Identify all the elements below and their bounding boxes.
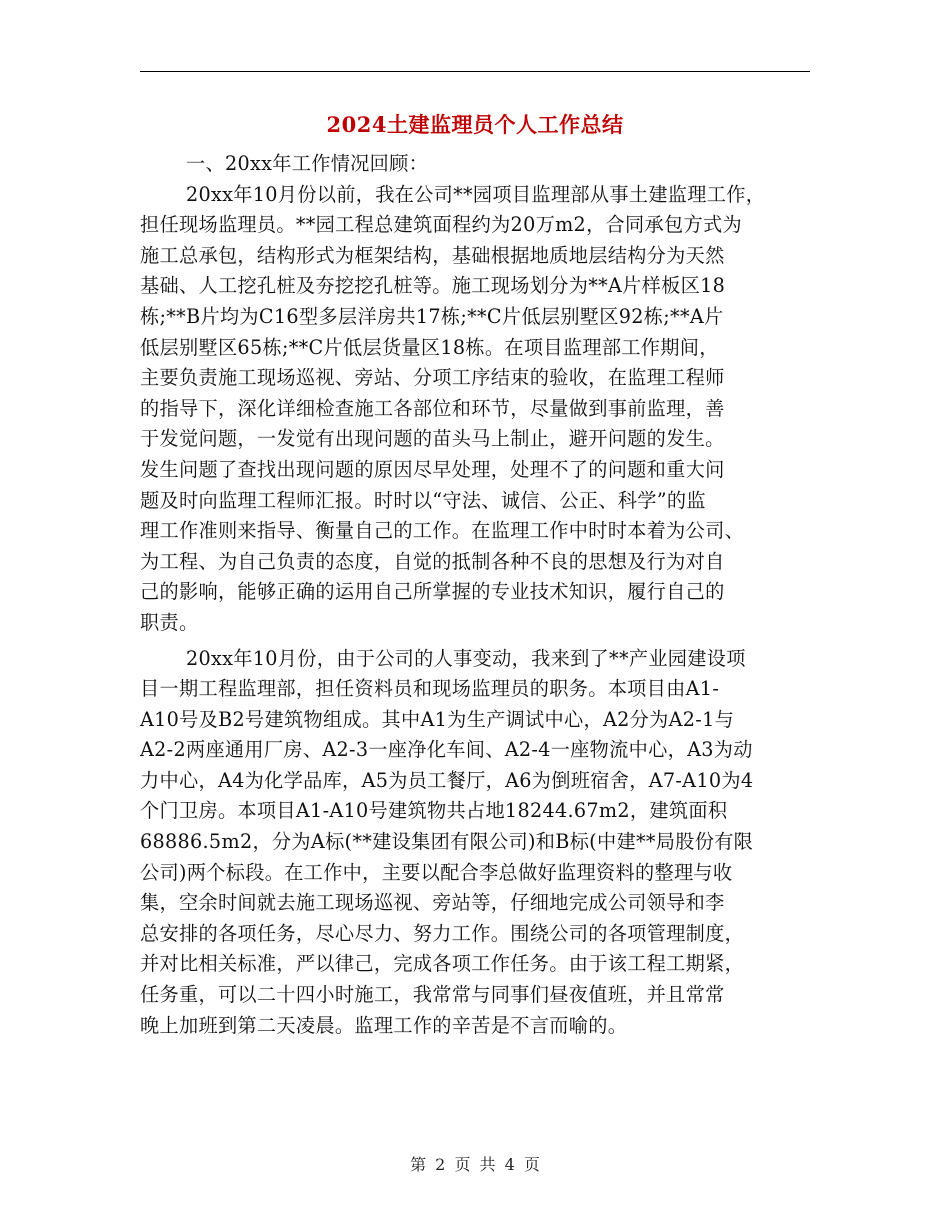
paragraph-line: 个门卫房。本项目A1-A10号建筑物共占地18244.67m2，建筑面积 <box>140 799 728 823</box>
paragraph-line: 68886.5m2，分为A标(**建设集团有限公司)和B标(中建**局股份有限 <box>140 830 754 854</box>
page-number: 第 2 页 共 4 页 <box>410 1155 540 1174</box>
paragraph-line: 的指导下，深化详细检查施工各部位和环节，尽量做到事前监理，善 <box>140 396 725 420</box>
paragraph-line: A2-2两座通用厂房、A2-3一座净化车间、A2-4一座物流中心，A3为动 <box>140 738 753 762</box>
document-body <box>140 149 812 1041</box>
paragraph-2 <box>140 644 812 1042</box>
paragraph-line: 力中心，A4为化学品库，A5为员工餐厅，A6为倒班宿舍，A7-A10为4 <box>140 768 754 792</box>
paragraph-line: 己的影响，能够正确的运用自己所掌握的专业技术知识，履行自己的 <box>140 580 725 604</box>
paragraph-line: 职责。 <box>140 610 199 634</box>
paragraph-line: 总安排的各项任务，尽心尽力、努力工作。围绕公司的各项管理制度， <box>140 921 745 945</box>
paragraph-1 <box>140 180 812 639</box>
paragraph-line: 目一期工程监理部，担任资料员和现场监理员的职务。本项目由A1- <box>140 677 720 701</box>
paragraph-line: 题及时向监理工程师汇报。时时以“守法、诚信、公正、科学”的监 <box>140 488 706 512</box>
section-heading <box>140 149 812 180</box>
paragraph-line: A10号及B2号建筑物组成。其中A1为生产调试中心，A2分为A2-1与 <box>140 707 735 731</box>
paragraph-line: 并对比相关标准，严以律己，完成各项工作任务。由于该工程工期紧， <box>140 952 745 976</box>
header-rule <box>140 71 810 72</box>
section-heading-text: 一、20xx年工作情况回顾： <box>186 152 429 175</box>
paragraph-line: 于发觉问题，一发觉有出现问题的苗头马上制止，避开问题的发生。 <box>140 427 725 451</box>
paragraph-line: 低层别墅区65栋;**C片低层货量区18栋。在项目监理部工作期间， <box>140 335 719 359</box>
paragraph-line: 任务重，可以二十四小时施工，我常常与同事们昼夜值班，并且常常 <box>140 983 725 1007</box>
paragraph-line: 主要负责施工现场巡视、旁站、分项工序结束的验收，在监理工程师 <box>140 366 725 390</box>
paragraph-line: 发生问题了查找出现问题的原因尽早处理，处理不了的问题和重大问 <box>140 457 725 481</box>
paragraph-line: 栋;**B片均为C16型多层洋房共17栋;**C片低层别墅区92栋;**A片 <box>140 304 724 328</box>
paragraph-line: 集，空余时间就去施工现场巡视、旁站等，仔细地完成公司领导和李 <box>140 891 725 915</box>
document-title: 2024土建监理员个人工作总结 <box>326 112 624 137</box>
paragraph-line: 为工程、为自己负责的态度，自觉的抵制各种不良的思想及行为对自 <box>140 549 725 573</box>
paragraph-line: 基础、人工挖孔桩及夯挖挖孔桩等。施工现场划分为**A片样板区18 <box>140 274 726 298</box>
paragraph-line: 20xx年10月份以前，我在公司**园项目监理部从事土建监理工作， <box>186 182 766 206</box>
paragraph-line: 施工总承包，结构形式为框架结构，基础根据地质地层结构分为天然 <box>140 243 725 267</box>
paragraph-line: 20xx年10月份，由于公司的人事变动，我来到了**产业园建设项 <box>186 646 746 670</box>
paragraph-line: 公司)两个标段。在工作中，主要以配合李总做好监理资料的整理与收 <box>140 860 733 884</box>
paragraph-line: 晚上加班到第二天凌晨。监理工作的辛苦是不言而喻的。 <box>140 1013 628 1037</box>
paragraph-line: 担任现场监理员。**园工程总建筑面程约为20万m2，合同承包方式为 <box>140 213 742 237</box>
paragraph-line: 理工作准则来指导、衡量自己的工作。在监理工作中时时本着为公司、 <box>140 519 745 543</box>
